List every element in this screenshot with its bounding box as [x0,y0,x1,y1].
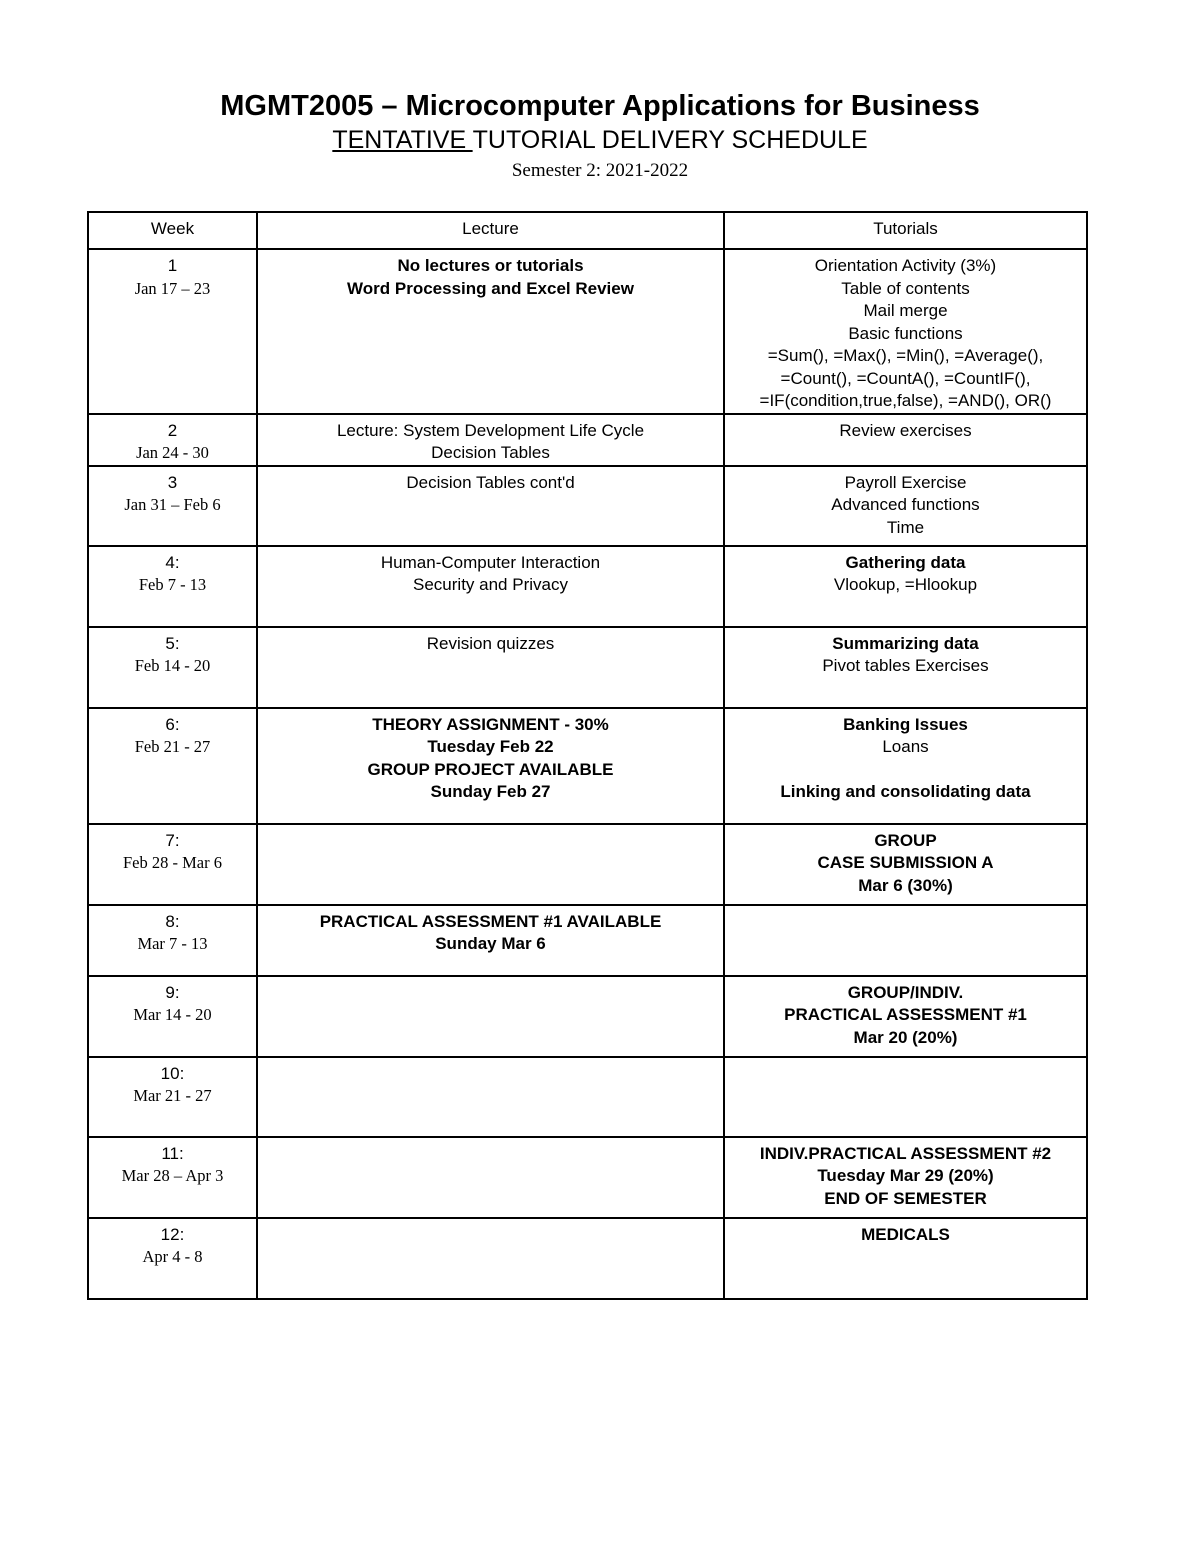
tutorials-cell [724,414,1087,466]
week-cell [88,249,257,414]
week-cell [88,466,257,546]
tutorials-line: MEDICALS [861,1224,950,1244]
tutorials-line: Advanced functions [831,495,980,514]
tutorials-line: Orientation Activity (3%) [814,256,997,275]
lecture-line: Word Processing and Excel Review [347,278,634,298]
tutorials-line: Mar 20 (20%) [853,1027,958,1047]
week-dates: Mar 21 - 27 [133,1086,212,1105]
week-number: 5: [165,633,180,653]
week-dates: Feb 28 - Mar 6 [123,853,222,872]
tutorials-cell [724,976,1087,1057]
week-cell [88,905,257,976]
tutorials-line: INDIV.PRACTICAL ASSESSMENT #2 [759,1143,1052,1163]
tutorials-cell [724,1218,1087,1299]
week-dates: Feb 7 - 13 [138,575,207,594]
week-cell [88,976,257,1057]
schedule-table [87,211,1088,1300]
table-row [88,708,1087,824]
lecture-cell [257,414,724,466]
week-dates: Feb 21 - 27 [134,737,211,756]
week-cell [88,708,257,824]
tutorials-line: =Count(), =CountA(), =CountIF(), [780,368,1031,388]
subtitle-rest: TUTORIAL DELIVERY SCHEDULE [472,126,868,154]
schedule-body [88,249,1087,1299]
week-number: 6: [165,714,180,734]
lecture-cell [257,976,724,1057]
tutorials-line: CASE SUBMISSION A [817,853,994,872]
tutorials-cell [724,249,1087,414]
header-lecture: Lecture [257,212,724,249]
tutorials-line: Linking and consolidating data [780,782,1031,801]
tutorials-line: Mail merge [863,301,948,320]
tutorials-line [727,759,1084,782]
lecture-cell [257,905,724,976]
week-dates: Mar 28 – Apr 3 [121,1166,224,1185]
header-tutorials: Tutorials [724,212,1087,249]
week-number: 9: [165,982,180,1002]
week-dates: Feb 14 - 20 [134,656,211,675]
table-row [88,1137,1087,1218]
course-title: MGMT2005 – Microcomputer Applications for Business [220,90,980,122]
week-dates: Jan 24 - 30 [136,443,209,462]
week-number: 7: [165,830,180,850]
lecture-line: Decision Tables [431,443,550,462]
week-cell [88,1218,257,1299]
table-row [88,1218,1087,1299]
lecture-cell [257,249,724,414]
week-number: 4: [165,552,180,572]
tutorials-line: Banking Issues [843,714,968,734]
table-row [88,905,1087,976]
tutorials-line: Tuesday Mar 29 (20%) [817,1166,994,1185]
week-cell [88,1137,257,1218]
tutorials-cell [724,824,1087,905]
lecture-line: Decision Tables cont'd [406,472,575,492]
table-row [88,249,1087,414]
header-week: Week [88,212,257,249]
tutorials-line: Gathering data [845,552,966,572]
week-number: 12: [160,1224,185,1244]
tutorials-line: Table of contents [841,278,970,298]
week-dates: Jan 31 – Feb 6 [124,495,221,514]
semester-label: Semester 2: 2021-2022 [511,160,689,181]
lecture-line: Security and Privacy [413,575,568,594]
lecture-line: No lectures or tutorials [397,256,584,275]
table-row [88,1057,1087,1137]
lecture-line: PRACTICAL ASSESSMENT #1 AVAILABLE [319,911,662,931]
tutorials-cell [724,708,1087,824]
week-cell [88,627,257,708]
week-cell [88,546,257,627]
week-cell [88,824,257,905]
tutorials-cell [724,546,1087,627]
lecture-cell [257,546,724,627]
tutorials-line: PRACTICAL ASSESSMENT #1 [784,1005,1027,1024]
tutorials-line: Pivot tables Exercises [822,656,989,675]
tutorials-line: Time [886,517,925,537]
tutorials-cell [724,466,1087,546]
week-dates: Jan 17 – 23 [134,278,211,298]
table-row [88,546,1087,627]
lecture-line: Sunday Mar 6 [435,934,546,953]
week-number: 8: [165,911,180,931]
lecture-cell [257,1218,724,1299]
tutorials-line: Summarizing data [832,633,979,653]
tutorials-line: GROUP/INDIV. [847,982,964,1002]
lecture-cell [257,627,724,708]
tutorials-line: END OF SEMESTER [824,1188,987,1208]
week-number: 1 [167,256,178,275]
tutorials-cell [724,1057,1087,1137]
tutorials-cell [724,627,1087,708]
table-row [88,627,1087,708]
tutorials-line: Payroll Exercise [844,472,967,492]
subtitle-tentative: TENTATIVE [332,126,473,154]
tutorials-line: Loans [882,737,929,756]
lecture-cell [257,824,724,905]
table-row [88,466,1087,546]
week-number: 2 [167,420,178,440]
lecture-cell [257,466,724,546]
schedule-subtitle [0,126,1200,155]
tutorials-line: Review exercises [839,420,972,440]
week-number: 10: [160,1063,185,1083]
tutorials-line: Basic functions [848,323,963,343]
table-row [88,976,1087,1057]
tutorials-cell [724,905,1087,976]
week-dates: Apr 4 - 8 [142,1247,203,1266]
lecture-cell [257,708,724,824]
lecture-line: Lecture: System Development Life Cycle [336,420,645,440]
table-row [88,824,1087,905]
lecture-line: THEORY ASSIGNMENT - 30% [372,714,609,734]
lecture-cell [257,1137,724,1218]
lecture-line: Tuesday Feb 22 [427,737,554,756]
tutorials-line: Vlookup, =Hlookup [833,575,978,594]
tutorials-line: =Sum(), =Max(), =Min(), =Average(), [767,346,1044,365]
lecture-line: Revision quizzes [426,633,555,653]
week-dates: Mar 14 - 20 [133,1005,212,1024]
tutorials-line: GROUP [874,830,937,850]
week-dates: Mar 7 - 13 [137,934,208,953]
table-header-row [88,212,1087,249]
week-number: 11: [161,1143,184,1163]
tutorials-cell [724,1137,1087,1218]
lecture-line: Sunday Feb 27 [430,782,551,801]
lecture-line: Human-Computer Interaction [380,552,601,572]
week-cell [88,414,257,466]
tutorials-line: Mar 6 (30%) [858,875,953,895]
lecture-cell [257,1057,724,1137]
week-cell [88,1057,257,1137]
week-number: 3 [167,472,178,492]
lecture-line: GROUP PROJECT AVAILABLE [367,759,614,779]
table-row [88,414,1087,466]
tutorials-line: =IF(condition,true,false), =AND(), OR() [759,391,1052,410]
